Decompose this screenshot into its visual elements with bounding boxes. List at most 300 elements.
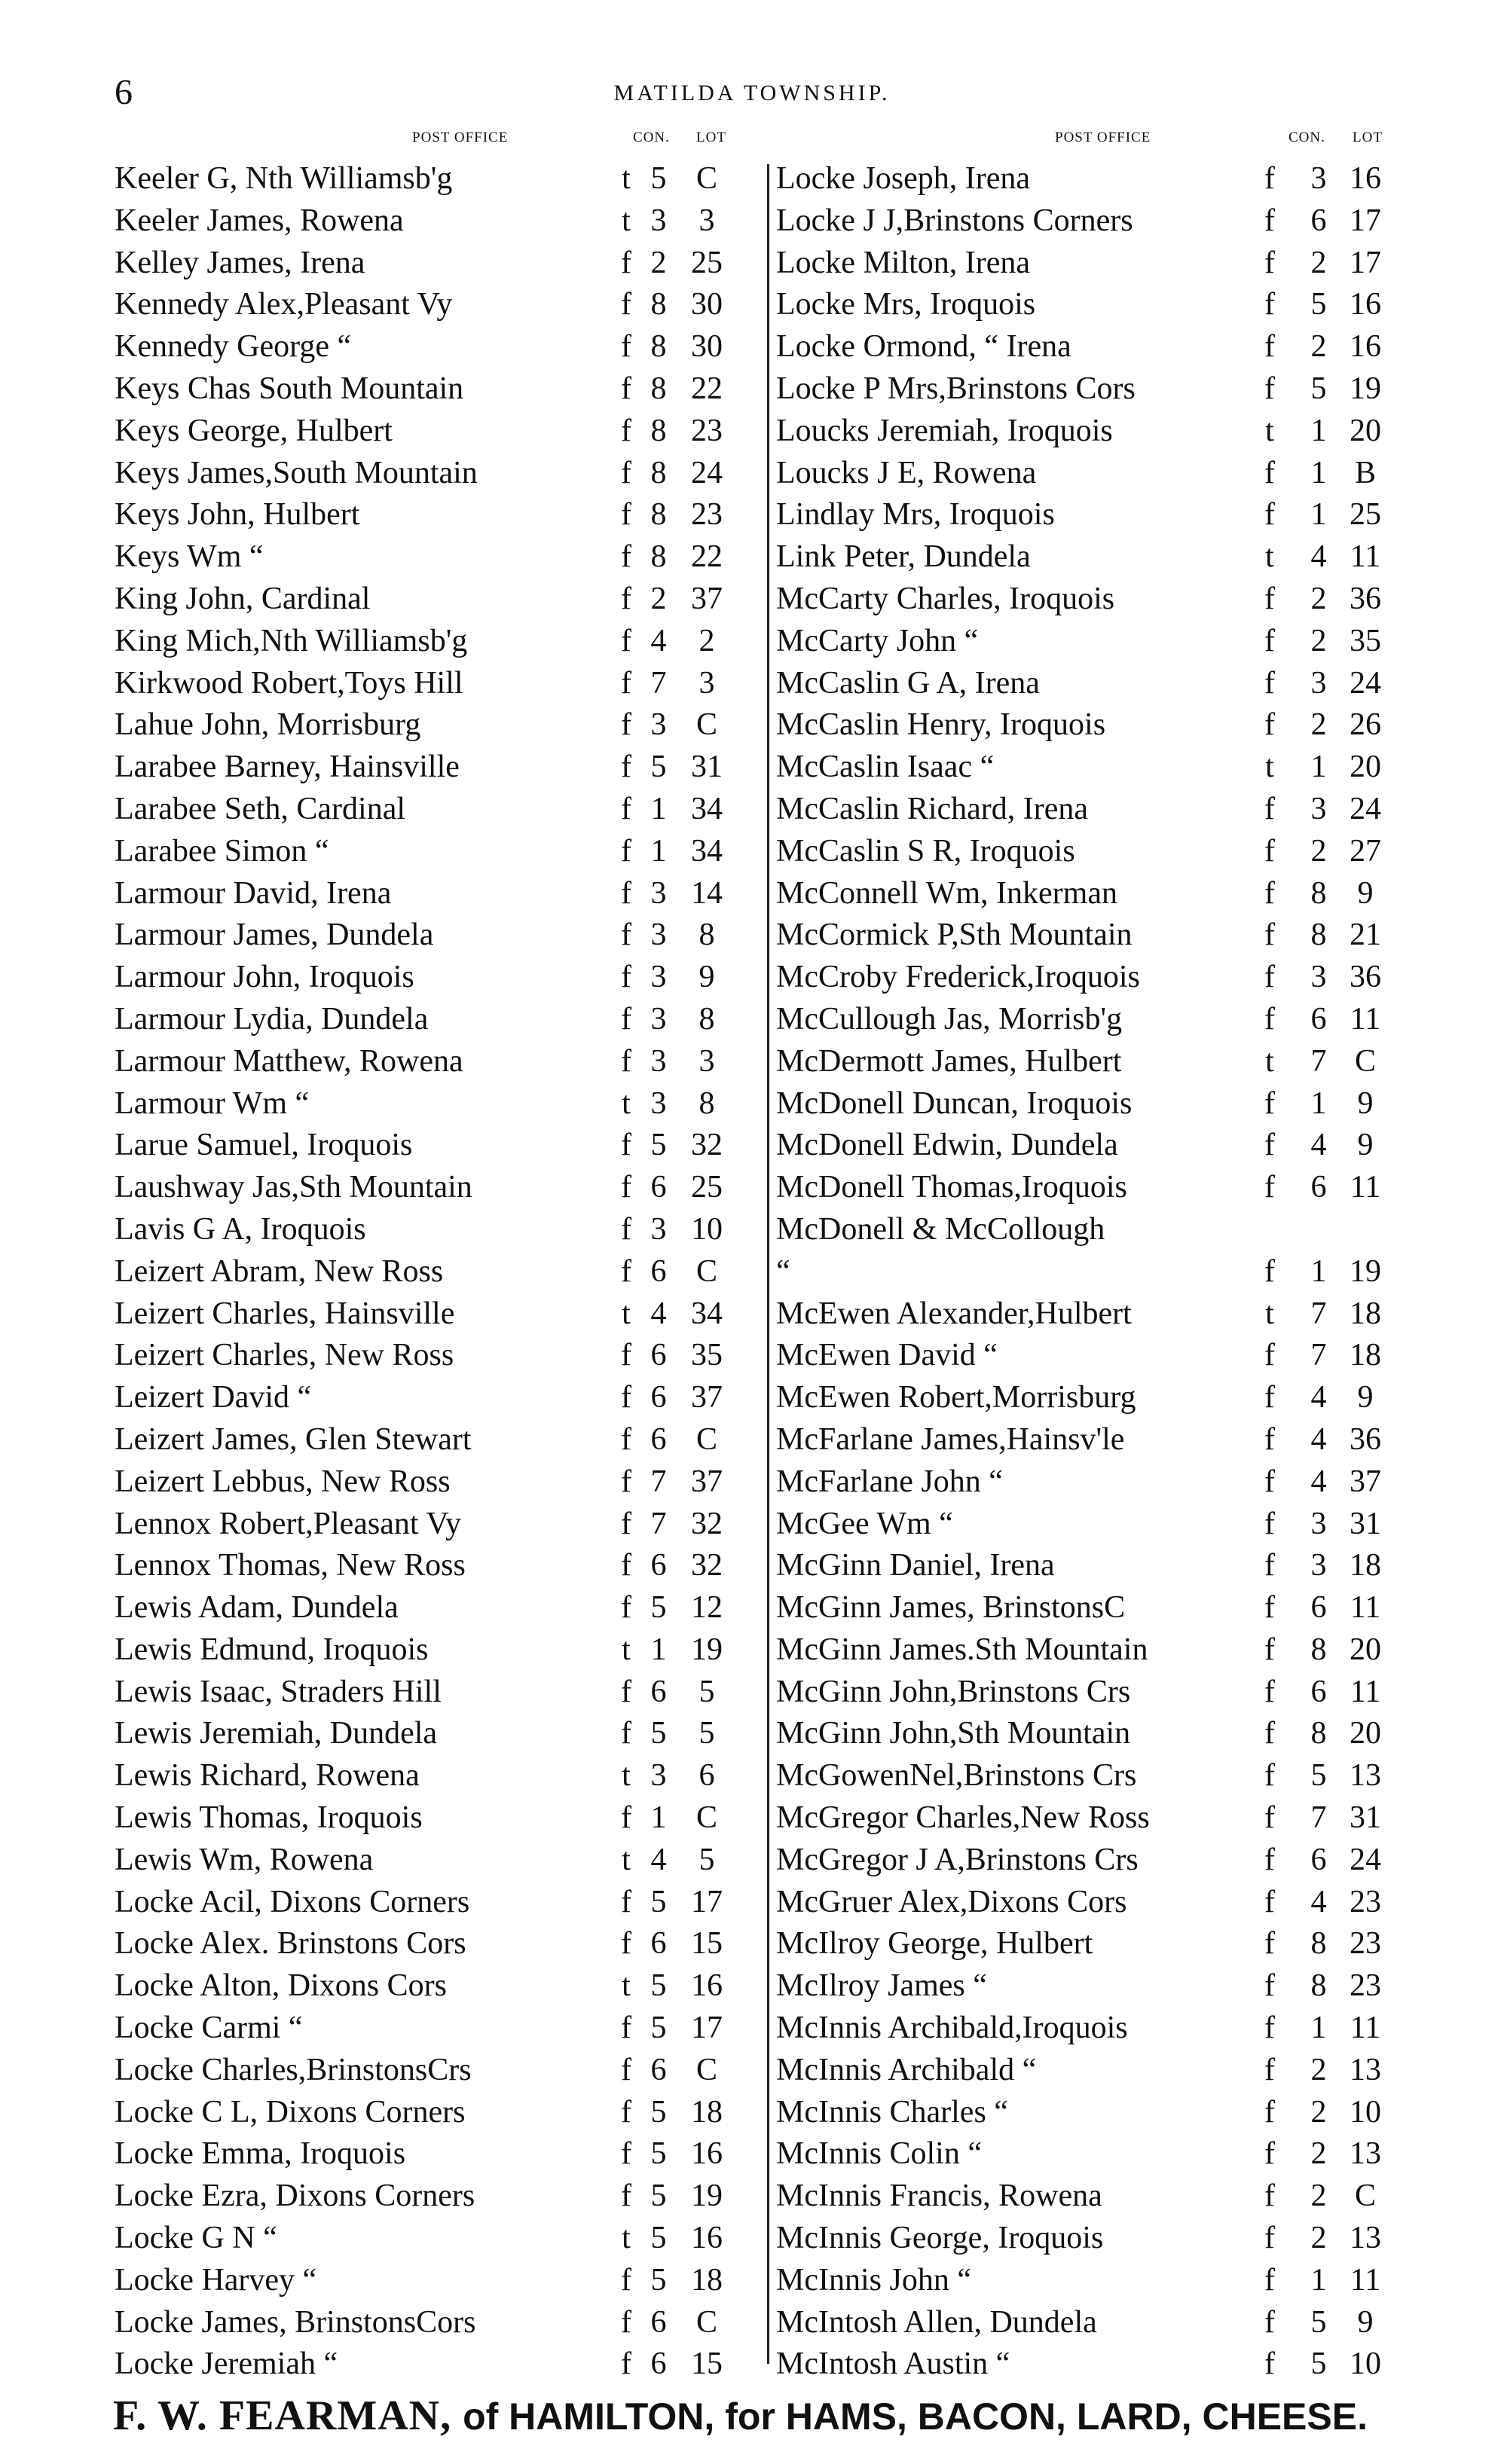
entry-lot: 23: [1350, 1926, 1381, 1962]
entry-name: McGinn John,Brinstons Crs: [776, 1674, 1131, 1709]
directory-entry: [776, 831, 1399, 873]
entry-name: McCullough Jas, Morrisb'g: [776, 1001, 1123, 1037]
directory-entry: [115, 1965, 769, 2008]
entry-concession: 5: [650, 161, 667, 196]
directory-entry: [776, 1923, 1399, 1965]
entry-lot: 8: [699, 1085, 715, 1121]
entry-concession: 2: [1310, 707, 1327, 743]
entry-name: Locke G N “: [115, 2221, 277, 2256]
entry-code: f: [621, 750, 631, 785]
entry-code: f: [621, 623, 631, 658]
entry-code: f: [621, 1464, 631, 1499]
directory-entry: [115, 2218, 769, 2260]
entry-lot: 16: [1350, 287, 1381, 322]
entry-lot: 13: [1350, 2136, 1381, 2172]
directory-entry: [115, 1713, 769, 1755]
entry-lot: 23: [691, 497, 723, 533]
directory-entry: [115, 1083, 769, 1125]
entry-code: f: [621, 581, 631, 616]
entry-concession: 5: [650, 1128, 667, 1163]
entry-code: f: [1264, 1884, 1275, 1919]
entry-lot: C: [695, 1800, 717, 1836]
entry-lot: 37: [691, 1464, 723, 1499]
entry-name: Larabee Seth, Cardinal: [115, 791, 405, 826]
entry-name: McCroby Frederick,Iroquois: [776, 960, 1140, 995]
entry-concession: 1: [1310, 2011, 1327, 2046]
entry-lot: 9: [1357, 2304, 1374, 2340]
entry-concession: 6: [650, 1380, 667, 1415]
entry-concession: 1: [1310, 413, 1327, 448]
directory-entry: [776, 2218, 1399, 2260]
entry-code: f: [1264, 1085, 1275, 1121]
directory-entry: [115, 747, 769, 789]
entry-concession: 8: [1310, 1716, 1327, 1751]
entry-concession: 3: [650, 1001, 667, 1037]
entry-name: McInnis Colin “: [776, 2136, 982, 2172]
entry-concession: 1: [1310, 497, 1327, 533]
entry-lot: 9: [1357, 1380, 1374, 1415]
entry-lot: 17: [1350, 245, 1381, 280]
entry-concession: 2: [650, 581, 667, 616]
directory-entry: [115, 704, 769, 747]
entry-name: Keeler James, Rowena: [115, 203, 404, 238]
entry-name: Larmour John, Iroquois: [115, 960, 414, 995]
entry-code: f: [621, 960, 631, 995]
entry-lot: 37: [691, 581, 723, 616]
entry-concession: 6: [650, 1338, 667, 1373]
entry-name: Leizert Charles, Hainsville: [115, 1296, 455, 1331]
directory-entry: [776, 2008, 1399, 2050]
entry-name: McCaslin Richard, Irena: [776, 791, 1089, 826]
entry-name: Leizert Abram, New Ross: [115, 1253, 444, 1289]
entry-name: Lavis G A, Iroquois: [115, 1211, 366, 1247]
entry-concession: 6: [650, 1421, 667, 1457]
directory-entry: [115, 579, 769, 621]
entry-lot: 31: [1350, 1506, 1381, 1541]
entry-name: McDonell & McCollough: [776, 1211, 1105, 1247]
entry-code: f: [1264, 2094, 1275, 2130]
directory-entry: [776, 1882, 1399, 1924]
entry-code: f: [1264, 1548, 1275, 1583]
directory-entry: [776, 1545, 1399, 1587]
directory-entry: [115, 411, 769, 453]
entry-name: McGowenNel,Brinstons Crs: [776, 1758, 1137, 1794]
entry-concession: 5: [650, 1716, 667, 1751]
directory-entry: [776, 453, 1399, 495]
entry-code: f: [1264, 1674, 1275, 1709]
entry-code: f: [1264, 1338, 1275, 1373]
entry-concession: 5: [650, 2179, 667, 2214]
entry-name: Keys Wm “: [115, 539, 264, 575]
entry-code: f: [1264, 791, 1275, 826]
directory-entry: [115, 1419, 769, 1461]
entry-concession: 8: [1310, 1968, 1327, 2004]
entry-concession: 3: [650, 1085, 667, 1121]
entry-concession: 2: [1310, 329, 1327, 365]
entry-code: t: [1265, 750, 1274, 785]
entry-code: f: [621, 455, 631, 490]
column-divider: [767, 164, 769, 2364]
entry-name: Lewis Wm, Rowena: [115, 1842, 374, 1877]
entry-name: Locke Carmi “: [115, 2011, 303, 2046]
entry-code: f: [1264, 833, 1275, 869]
entry-code: f: [621, 875, 631, 911]
entry-code: t: [622, 203, 631, 238]
entry-code: f: [1264, 1421, 1275, 1457]
entry-code: t: [622, 1968, 631, 2004]
directory-entry: [115, 621, 769, 663]
directory-entry: [115, 1672, 769, 1714]
entry-concession: 5: [650, 2094, 667, 2130]
entry-name: McGee Wm “: [776, 1506, 953, 1541]
entry-code: f: [621, 1170, 631, 1205]
directory-entry: [776, 1377, 1399, 1419]
entry-name: King Mich,Nth Williamsb'g: [115, 623, 468, 658]
entry-name: Larabee Simon “: [115, 833, 329, 869]
directory-entry: [115, 326, 769, 368]
entry-code: f: [621, 2346, 631, 2382]
directory-entry: [115, 2175, 769, 2218]
entry-concession: 2: [650, 245, 667, 280]
directory-entry: [776, 663, 1399, 705]
entry-lot: 15: [691, 1926, 723, 1962]
directory-entry: [115, 2302, 769, 2344]
entry-code: t: [622, 2221, 631, 2256]
entry-lot: 23: [1350, 1968, 1381, 2004]
entry-code: f: [621, 918, 631, 953]
entry-code: t: [1265, 413, 1274, 448]
entry-code: t: [622, 1842, 631, 1877]
entry-name: McGregor Charles,New Ross: [776, 1800, 1150, 1836]
entry-concession: 6: [650, 1253, 667, 1289]
directory-entry: [776, 999, 1399, 1041]
directory-entry: [776, 747, 1399, 789]
entry-concession: 3: [650, 875, 667, 911]
directory-entry: [115, 284, 769, 326]
directory-entry: [776, 368, 1399, 411]
entry-code: f: [621, 2052, 631, 2087]
entry-name: McDonell Duncan, Iroquois: [776, 1085, 1133, 1121]
entry-code: f: [1264, 1170, 1275, 1205]
left-con-heading: CON.: [633, 130, 670, 145]
directory-entry: [115, 1209, 769, 1251]
directory-entry: [115, 663, 769, 705]
entry-lot: 36: [1350, 581, 1381, 616]
directory-entry: [115, 999, 769, 1041]
entry-code: f: [621, 1421, 631, 1457]
directory-entry: [115, 1755, 769, 1797]
entry-name: McGregor J A,Brinstons Crs: [776, 1842, 1139, 1877]
entry-code: f: [621, 1128, 631, 1163]
entry-name: Locke Ormond, “ Irena: [776, 329, 1071, 365]
entry-lot: C: [695, 1421, 717, 1457]
entry-code: f: [621, 1506, 631, 1541]
directory-entry: [776, 1335, 1399, 1377]
entry-name: McFarlane John “: [776, 1464, 1003, 1499]
directory-entry: [115, 1545, 769, 1587]
entry-concession: 3: [650, 918, 667, 953]
entry-lot: 16: [1350, 161, 1381, 196]
entry-name: Locke Emma, Iroquois: [115, 2136, 406, 2172]
entry-concession: 6: [650, 2052, 667, 2087]
directory-entry: [115, 158, 769, 200]
entry-name: Lewis Edmund, Iroquois: [115, 1632, 429, 1667]
directory-entry: [776, 2133, 1399, 2175]
entry-concession: 6: [1310, 1674, 1327, 1709]
directory-entry: [115, 873, 769, 915]
entry-lot: 5: [699, 1716, 715, 1751]
entry-name: Locke Milton, Irena: [776, 245, 1031, 280]
entry-lot: C: [695, 161, 717, 196]
entry-code: t: [1265, 1296, 1274, 1331]
entry-name: McEwen Alexander,Hulbert: [776, 1296, 1132, 1331]
directory-entry: [776, 1504, 1399, 1546]
right-column: [776, 158, 1399, 2386]
entry-name: Leizert Charles, New Ross: [115, 1338, 454, 1373]
entry-lot: 19: [1350, 371, 1381, 406]
entry-name: McInnis John “: [776, 2262, 971, 2298]
entry-lot: 6: [699, 1758, 715, 1794]
entry-name: Keeler G, Nth Williamsb'g: [115, 161, 453, 196]
entry-code: f: [1264, 1800, 1275, 1836]
entry-lot: 19: [691, 1632, 723, 1667]
entry-lot: 20: [1350, 1716, 1381, 1751]
entry-code: f: [1264, 1926, 1275, 1962]
entry-lot: 22: [691, 539, 723, 575]
directory-entry: [115, 1923, 769, 1965]
entry-lot: 5: [699, 1674, 715, 1709]
entry-lot: 17: [1350, 203, 1381, 238]
entry-lot: 31: [1350, 1800, 1381, 1836]
entry-code: f: [1264, 1758, 1275, 1794]
entry-name: Locke James, BrinstonsCors: [115, 2304, 476, 2340]
entry-code: t: [622, 1085, 631, 1121]
entry-lot: 19: [1350, 1253, 1381, 1289]
entry-code: f: [621, 1716, 631, 1751]
entry-code: f: [621, 2094, 631, 2130]
entry-lot: 14: [691, 875, 723, 911]
entry-name: McCaslin G A, Irena: [776, 665, 1040, 701]
entry-lot: 20: [1350, 413, 1381, 448]
entry-name: McCarty Charles, Iroquois: [776, 581, 1115, 616]
entry-concession: 4: [650, 1296, 667, 1331]
entry-name: Leizert Lebbus, New Ross: [115, 1464, 451, 1499]
directory-entry: [115, 1041, 769, 1083]
entry-concession: 6: [650, 1674, 667, 1709]
entry-lot: 11: [1350, 539, 1381, 575]
entry-code: f: [621, 665, 631, 701]
entry-name: McCormick P,Sth Mountain: [776, 918, 1133, 953]
entry-code: f: [1264, 918, 1275, 953]
entry-code: f: [621, 1211, 631, 1247]
entry-name: Lewis Isaac, Straders Hill: [115, 1674, 442, 1709]
entry-code: f: [621, 245, 631, 280]
entry-name: McGruer Alex,Dixons Cors: [776, 1884, 1127, 1919]
entry-code: f: [1264, 371, 1275, 406]
directory-entry: [115, 200, 769, 243]
entry-name: Larmour David, Irena: [115, 875, 392, 911]
directory-entry: [115, 2133, 769, 2175]
entry-code: f: [1264, 2011, 1275, 2046]
entry-lot: 26: [1350, 707, 1381, 743]
entry-concession: 5: [1310, 2346, 1327, 2382]
entry-lot: 9: [699, 960, 715, 995]
directory-entry: [776, 873, 1399, 915]
entry-name: McInnis Archibald,Iroquois: [776, 2011, 1128, 2046]
entry-name: McInnis Francis, Rowena: [776, 2179, 1102, 2214]
entry-lot: 32: [691, 1128, 723, 1163]
entry-concession: 1: [650, 833, 667, 869]
entry-code: t: [622, 161, 631, 196]
entry-name: McCarty John “: [776, 623, 979, 658]
entry-lot: 5: [699, 1842, 715, 1877]
entry-concession: 6: [650, 1170, 667, 1205]
entry-lot: 24: [1350, 665, 1381, 701]
entry-lot: 35: [691, 1338, 723, 1373]
entry-code: f: [1264, 1632, 1275, 1667]
entry-lot: 11: [1350, 2011, 1381, 2046]
entry-concession: 6: [1310, 1170, 1327, 1205]
entry-name: McDonell Thomas,Iroquois: [776, 1170, 1127, 1205]
directory-entry: [776, 2302, 1399, 2344]
entry-lot: 11: [1350, 1674, 1381, 1709]
entry-lot: 25: [691, 245, 723, 280]
entry-lot: 12: [691, 1590, 723, 1626]
entry-name: McFarlane James,Hainsv'le: [776, 1421, 1125, 1457]
entry-concession: 3: [1310, 161, 1327, 196]
directory-entry: [776, 243, 1399, 285]
directory-entry: [115, 2008, 769, 2050]
entry-name: McGinn John,Sth Mountain: [776, 1716, 1131, 1751]
entry-code: f: [1264, 1464, 1275, 1499]
entry-lot: 8: [699, 918, 715, 953]
entry-lot: C: [1354, 1043, 1376, 1079]
entry-lot: 30: [691, 287, 723, 322]
entry-concession: 8: [650, 371, 667, 406]
entry-concession: 8: [650, 329, 667, 365]
directory-entry: [776, 1840, 1399, 1882]
entry-code: f: [1264, 665, 1275, 701]
directory-entry: [776, 1251, 1399, 1293]
entry-lot: C: [695, 2304, 717, 2340]
entry-code: f: [1264, 1968, 1275, 2004]
directory-entry: [776, 1629, 1399, 1672]
directory-entry: [115, 2050, 769, 2092]
entry-name: McConnell Wm, Inkerman: [776, 875, 1117, 911]
entry-lot: 20: [1350, 750, 1381, 785]
directory-entry: [115, 2092, 769, 2134]
entry-concession: 6: [650, 1926, 667, 1962]
entry-name: Locke Alex. Brinstons Cors: [115, 1926, 466, 1962]
entry-code: f: [621, 1338, 631, 1373]
page-number: 6: [115, 72, 133, 112]
entry-lot: 10: [691, 1211, 723, 1247]
entry-code: f: [621, 707, 631, 743]
entry-name: McInnis Archibald “: [776, 2052, 1037, 2087]
entry-name: McGinn James, BrinstonsC: [776, 1590, 1126, 1626]
entry-name: Lindlay Mrs, Iroquois: [776, 497, 1055, 533]
entry-concession: 8: [1310, 918, 1327, 953]
entry-lot: 37: [691, 1380, 723, 1415]
entry-lot: B: [1354, 455, 1376, 490]
entry-code: t: [1265, 1043, 1274, 1079]
left-column: [115, 158, 769, 2386]
left-lot-heading: LOT: [696, 130, 726, 145]
entry-code: f: [621, 2136, 631, 2172]
entry-code: f: [621, 539, 631, 575]
entry-name: Larmour James, Dundela: [115, 918, 434, 953]
entry-code: f: [1264, 2179, 1275, 2214]
entry-lot: 20: [1350, 1632, 1381, 1667]
entry-code: f: [621, 287, 631, 322]
entry-name: Leizert James, Glen Stewart: [115, 1421, 472, 1457]
entry-lot: 32: [691, 1506, 723, 1541]
directory-entry: [115, 1335, 769, 1377]
directory-entry: [115, 494, 769, 536]
entry-code: f: [621, 791, 631, 826]
entry-lot: 22: [691, 371, 723, 406]
entry-concession: 4: [1310, 539, 1327, 575]
directory-entry: [776, 1461, 1399, 1504]
entry-name: Larabee Barney, Hainsville: [115, 750, 460, 785]
entry-name: Locke Charles,BrinstonsCrs: [115, 2052, 472, 2087]
entry-concession: 3: [650, 1043, 667, 1079]
directory-entry: [115, 1882, 769, 1924]
entry-lot: 27: [1350, 833, 1381, 869]
entry-name: Locke J J,Brinstons Corners: [776, 203, 1133, 238]
entry-lot: 10: [1350, 2094, 1381, 2130]
entry-name: Locke Jeremiah “: [115, 2346, 338, 2382]
directory-entry: [776, 2175, 1399, 2218]
entry-code: f: [1264, 707, 1275, 743]
directory-entry: [776, 914, 1399, 957]
entry-concession: 3: [650, 203, 667, 238]
entry-lot: 34: [691, 833, 723, 869]
entry-concession: 5: [650, 750, 667, 785]
directory-entry: [115, 1377, 769, 1419]
entry-lot: 16: [691, 1968, 723, 2004]
entry-name: Loucks J E, Rowena: [776, 455, 1037, 490]
entry-code: f: [1264, 455, 1275, 490]
entry-concession: 7: [1310, 1043, 1327, 1079]
entry-concession: 7: [650, 665, 667, 701]
entry-name: Kirkwood Robert,Toys Hill: [115, 665, 463, 701]
entry-name: McDermott James, Hulbert: [776, 1043, 1122, 1079]
entry-lot: 24: [691, 455, 723, 490]
directory-entry: [115, 1461, 769, 1504]
advertisement-banner: [113, 2389, 1394, 2442]
entry-concession: 2: [1310, 2094, 1327, 2130]
entry-code: f: [621, 1043, 631, 1079]
directory-entry: [115, 1251, 769, 1293]
entry-concession: 6: [650, 2346, 667, 2382]
entry-lot: 18: [691, 2094, 723, 2130]
entry-name: McGinn Daniel, Irena: [776, 1548, 1055, 1583]
entry-code: f: [621, 1800, 631, 1836]
entry-code: f: [621, 2304, 631, 2340]
entry-code: f: [621, 2179, 631, 2214]
entry-concession: 3: [650, 1211, 667, 1247]
entry-lot: 11: [1350, 1590, 1381, 1626]
entry-lot: 23: [691, 413, 723, 448]
entry-concession: 5: [1310, 2304, 1327, 2340]
directory-entry: [776, 2092, 1399, 2134]
entry-name: Larmour Matthew, Rowena: [115, 1043, 463, 1079]
entry-code: f: [621, 371, 631, 406]
entry-concession: 3: [1310, 1506, 1327, 1541]
entry-concession: 1: [1310, 2262, 1327, 2298]
entry-concession: 7: [650, 1506, 667, 1541]
